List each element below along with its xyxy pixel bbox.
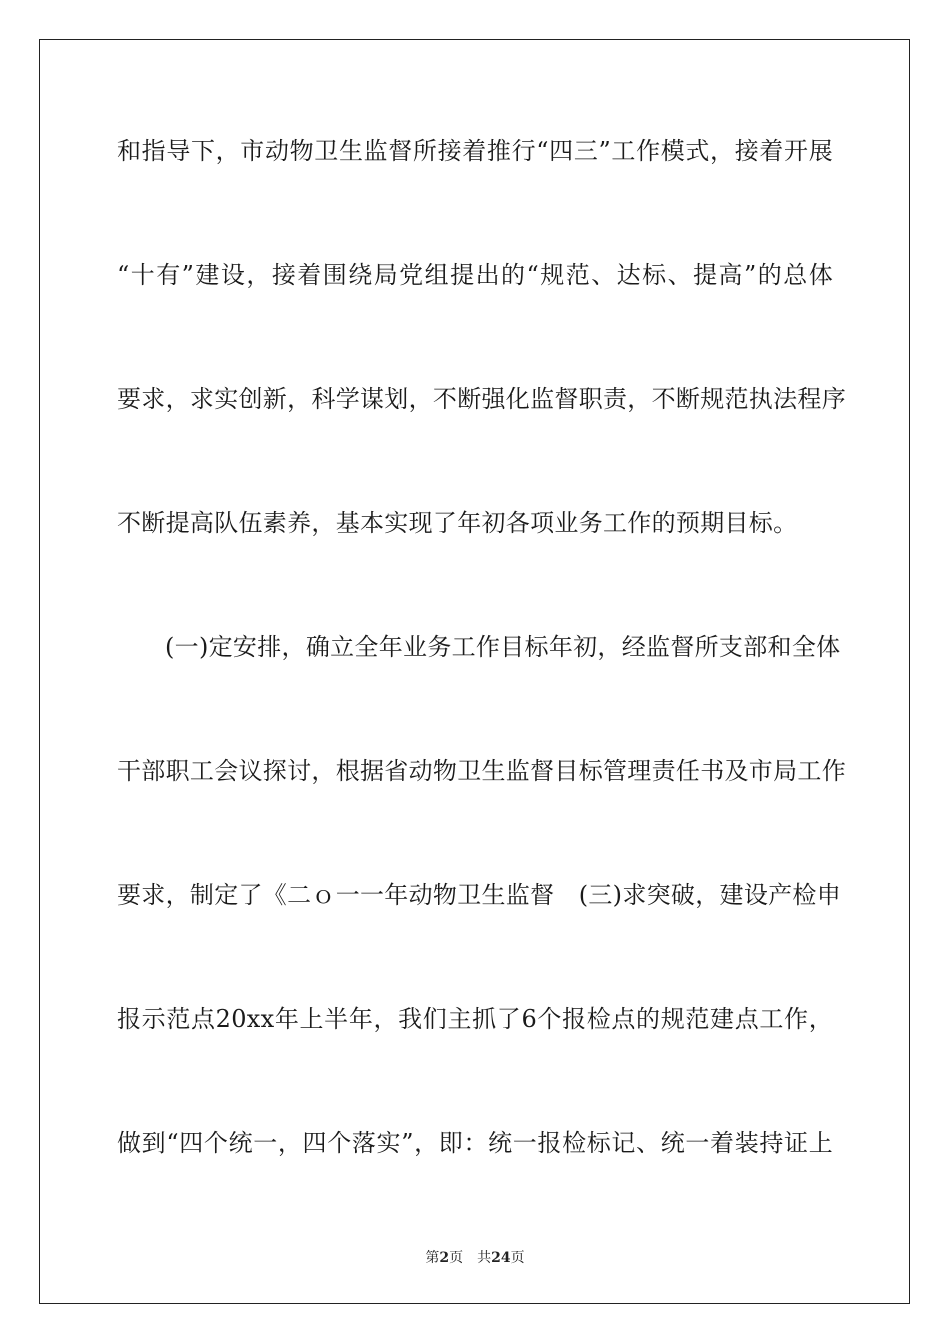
total-page-number: 24: [491, 1250, 511, 1266]
paragraph-line-3: 要求，求实创新，科学谋划，不断强化监督职责，不断规范执法程序: [117, 385, 846, 413]
page-unit: 页: [449, 1250, 464, 1266]
paragraph-line-7: 要求，制定了《二ｏ一一年动物卫生监督 (三)求突破，建设产检申: [117, 881, 842, 909]
paragraph-line-6: 干部职工会议探讨，根据省动物卫生监督目标管理责任书及市局工作: [117, 757, 846, 785]
paragraph-line-1: 和指导下，市动物卫生监督所接着推行“四三”工作模式，接着开展: [117, 137, 833, 165]
total-unit: 页: [510, 1250, 525, 1266]
paragraph-line-4: 不断提高队伍素养，基本实现了年初各项业务工作的预期目标。: [117, 509, 798, 537]
page-border: [39, 39, 910, 1304]
total-prefix: 共: [477, 1250, 492, 1266]
current-page-number: 2: [439, 1250, 450, 1266]
paragraph-line-9: 做到“四个统一，四个落实”，即：统一报检标记、统一着装持证上: [117, 1129, 833, 1157]
paragraph-line-8: 报示范点20xx年上半年，我们主抓了6个报检点的规范建点工作，: [117, 1005, 833, 1033]
paragraph-line-5: (一)定安排，确立全年业务工作目标年初，经监督所支部和全体: [165, 633, 841, 661]
paragraph-line-2: “十有”建设，接着围绕局党组提出的“规范、达标、提高”的总体: [117, 261, 833, 289]
page-footer: [0, 1247, 950, 1267]
page-prefix: 第: [425, 1250, 440, 1266]
